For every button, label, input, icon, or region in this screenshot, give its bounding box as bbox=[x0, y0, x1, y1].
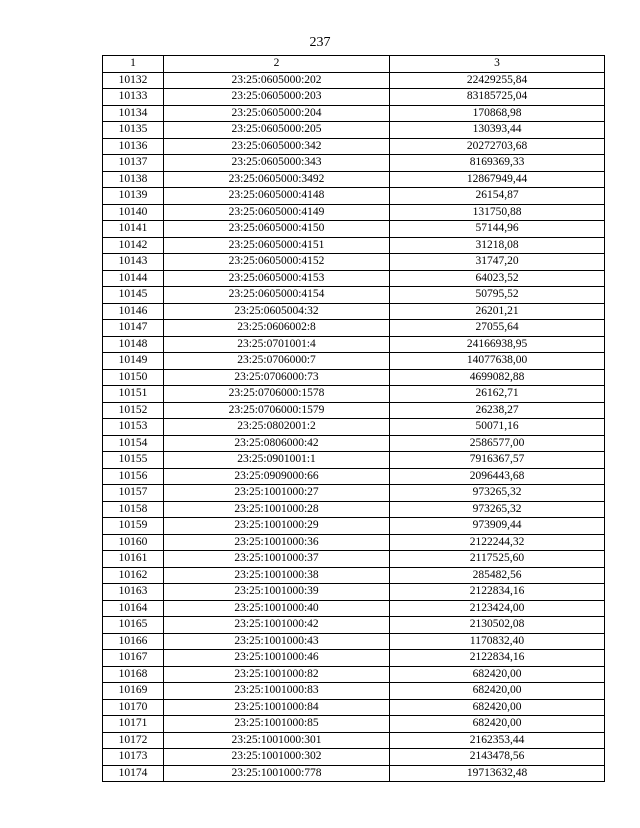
table-row bbox=[103, 237, 605, 254]
cadastral-number-cell: 23:25:1001000:302 bbox=[164, 749, 390, 766]
cadastral-number-cell: 23:25:0701001:4 bbox=[164, 336, 390, 353]
value-cell: 24166938,95 bbox=[390, 336, 605, 353]
table-body bbox=[103, 72, 605, 782]
row-number-cell: 10169 bbox=[103, 683, 164, 700]
cadastral-number-cell: 23:25:0605000:4150 bbox=[164, 221, 390, 238]
table-row bbox=[103, 402, 605, 419]
table-row bbox=[103, 749, 605, 766]
cadastral-number-cell: 23:25:1001000:85 bbox=[164, 716, 390, 733]
cadastral-number-cell: 23:25:1001000:43 bbox=[164, 633, 390, 650]
cadastral-number-cell: 23:25:0605000:4152 bbox=[164, 254, 390, 271]
row-number-cell: 10149 bbox=[103, 353, 164, 370]
row-number-cell: 10161 bbox=[103, 551, 164, 568]
table-row bbox=[103, 617, 605, 634]
table-row bbox=[103, 254, 605, 271]
cadastral-number-cell: 23:25:0605000:4149 bbox=[164, 204, 390, 221]
table-row bbox=[103, 765, 605, 782]
row-number-cell: 10148 bbox=[103, 336, 164, 353]
table-row bbox=[103, 518, 605, 535]
value-cell: 2096443,68 bbox=[390, 468, 605, 485]
value-cell: 22429255,84 bbox=[390, 72, 605, 89]
cadastral-number-cell: 23:25:0605000:204 bbox=[164, 105, 390, 122]
table-row bbox=[103, 584, 605, 601]
cadastral-number-cell: 23:25:1001000:46 bbox=[164, 650, 390, 667]
value-cell: 12867949,44 bbox=[390, 171, 605, 188]
table-row bbox=[103, 320, 605, 337]
value-cell: 2162353,44 bbox=[390, 732, 605, 749]
row-number-cell: 10167 bbox=[103, 650, 164, 667]
row-number-cell: 10156 bbox=[103, 468, 164, 485]
cadastral-number-cell: 23:25:0605000:3492 bbox=[164, 171, 390, 188]
value-cell: 26154,87 bbox=[390, 188, 605, 205]
value-cell: 2117525,60 bbox=[390, 551, 605, 568]
row-number-cell: 10140 bbox=[103, 204, 164, 221]
value-cell: 682420,00 bbox=[390, 683, 605, 700]
value-cell: 131750,88 bbox=[390, 204, 605, 221]
table-row bbox=[103, 188, 605, 205]
cadastral-number-cell: 23:25:0706000:1578 bbox=[164, 386, 390, 403]
cadastral-number-cell: 23:25:1001000:83 bbox=[164, 683, 390, 700]
row-number-cell: 10138 bbox=[103, 171, 164, 188]
value-cell: 26201,21 bbox=[390, 303, 605, 320]
table-row bbox=[103, 683, 605, 700]
row-number-cell: 10150 bbox=[103, 369, 164, 386]
table-row bbox=[103, 89, 605, 106]
cadastral-number-cell: 23:25:0605000:202 bbox=[164, 72, 390, 89]
cadastral-number-cell: 23:25:0706000:73 bbox=[164, 369, 390, 386]
table-header-row bbox=[103, 56, 605, 73]
table-row bbox=[103, 650, 605, 667]
table-row bbox=[103, 699, 605, 716]
table-row bbox=[103, 369, 605, 386]
table-row bbox=[103, 732, 605, 749]
value-cell: 2122834,16 bbox=[390, 584, 605, 601]
table-row bbox=[103, 419, 605, 436]
value-cell: 682420,00 bbox=[390, 699, 605, 716]
row-number-cell: 10132 bbox=[103, 72, 164, 89]
row-number-cell: 10173 bbox=[103, 749, 164, 766]
table-row bbox=[103, 501, 605, 518]
value-cell: 285482,56 bbox=[390, 567, 605, 584]
row-number-cell: 10160 bbox=[103, 534, 164, 551]
table-row bbox=[103, 287, 605, 304]
row-number-cell: 10134 bbox=[103, 105, 164, 122]
row-number-cell: 10157 bbox=[103, 485, 164, 502]
row-number-cell: 10146 bbox=[103, 303, 164, 320]
value-cell: 682420,00 bbox=[390, 666, 605, 683]
cadastral-number-cell: 23:25:1001000:301 bbox=[164, 732, 390, 749]
value-cell: 8169369,33 bbox=[390, 155, 605, 172]
cadastral-number-cell: 23:25:1001000:28 bbox=[164, 501, 390, 518]
table-row bbox=[103, 633, 605, 650]
row-number-cell: 10170 bbox=[103, 699, 164, 716]
cadastral-number-cell: 23:25:0605000:4148 bbox=[164, 188, 390, 205]
value-cell: 2586577,00 bbox=[390, 435, 605, 452]
value-cell: 2130502,08 bbox=[390, 617, 605, 634]
row-number-cell: 10141 bbox=[103, 221, 164, 238]
row-number-cell: 10143 bbox=[103, 254, 164, 271]
table-row bbox=[103, 435, 605, 452]
row-number-cell: 10164 bbox=[103, 600, 164, 617]
value-cell: 1170832,40 bbox=[390, 633, 605, 650]
table-row bbox=[103, 452, 605, 469]
table-row bbox=[103, 485, 605, 502]
column-header-3: 3 bbox=[390, 56, 605, 73]
table-row bbox=[103, 353, 605, 370]
value-cell: 2123424,00 bbox=[390, 600, 605, 617]
value-cell: 170868,98 bbox=[390, 105, 605, 122]
row-number-cell: 10155 bbox=[103, 452, 164, 469]
cadastral-number-cell: 23:25:1001000:84 bbox=[164, 699, 390, 716]
cadastral-number-cell: 23:25:0605000:205 bbox=[164, 122, 390, 139]
row-number-cell: 10147 bbox=[103, 320, 164, 337]
row-number-cell: 10172 bbox=[103, 732, 164, 749]
value-cell: 20272703,68 bbox=[390, 138, 605, 155]
value-cell: 130393,44 bbox=[390, 122, 605, 139]
row-number-cell: 10168 bbox=[103, 666, 164, 683]
table-row bbox=[103, 303, 605, 320]
value-cell: 14077638,00 bbox=[390, 353, 605, 370]
value-cell: 973265,32 bbox=[390, 501, 605, 518]
row-number-cell: 10139 bbox=[103, 188, 164, 205]
value-cell: 31218,08 bbox=[390, 237, 605, 254]
cadastral-number-cell: 23:25:0605000:203 bbox=[164, 89, 390, 106]
row-number-cell: 10163 bbox=[103, 584, 164, 601]
cadastral-number-cell: 23:25:1001000:29 bbox=[164, 518, 390, 535]
cadastral-number-cell: 23:25:0606002:8 bbox=[164, 320, 390, 337]
cadastral-number-cell: 23:25:0806000:42 bbox=[164, 435, 390, 452]
table-header bbox=[103, 56, 605, 73]
cadastral-number-cell: 23:25:1001000:778 bbox=[164, 765, 390, 782]
table-row bbox=[103, 122, 605, 139]
row-number-cell: 10158 bbox=[103, 501, 164, 518]
table-row bbox=[103, 221, 605, 238]
table-row bbox=[103, 204, 605, 221]
table-row bbox=[103, 666, 605, 683]
table-row bbox=[103, 386, 605, 403]
cadastral-number-cell: 23:25:0605000:4151 bbox=[164, 237, 390, 254]
row-number-cell: 10142 bbox=[103, 237, 164, 254]
column-header-1: 1 bbox=[103, 56, 164, 73]
cadastral-number-cell: 23:25:1001000:40 bbox=[164, 600, 390, 617]
value-cell: 27055,64 bbox=[390, 320, 605, 337]
value-cell: 50071,16 bbox=[390, 419, 605, 436]
value-cell: 7916367,57 bbox=[390, 452, 605, 469]
table-row bbox=[103, 468, 605, 485]
cadastral-number-cell: 23:25:1001000:82 bbox=[164, 666, 390, 683]
table-row bbox=[103, 138, 605, 155]
cadastral-number-cell: 23:25:0605000:4154 bbox=[164, 287, 390, 304]
table-row bbox=[103, 171, 605, 188]
page-number: 237 bbox=[309, 35, 331, 50]
value-cell: 26162,71 bbox=[390, 386, 605, 403]
cadastral-number-cell: 23:25:1001000:39 bbox=[164, 584, 390, 601]
table-row bbox=[103, 336, 605, 353]
cadastral-number-cell: 23:25:0605000:4153 bbox=[164, 270, 390, 287]
data-table bbox=[102, 55, 605, 782]
row-number-cell: 10171 bbox=[103, 716, 164, 733]
value-cell: 64023,52 bbox=[390, 270, 605, 287]
row-number-cell: 10165 bbox=[103, 617, 164, 634]
row-number-cell: 10137 bbox=[103, 155, 164, 172]
value-cell: 2122834,16 bbox=[390, 650, 605, 667]
cadastral-number-cell: 23:25:0706000:7 bbox=[164, 353, 390, 370]
table-row bbox=[103, 534, 605, 551]
row-number-cell: 10145 bbox=[103, 287, 164, 304]
row-number-cell: 10154 bbox=[103, 435, 164, 452]
table-row bbox=[103, 155, 605, 172]
table-row bbox=[103, 716, 605, 733]
cadastral-number-cell: 23:25:0605004:32 bbox=[164, 303, 390, 320]
row-number-cell: 10152 bbox=[103, 402, 164, 419]
table-row bbox=[103, 567, 605, 584]
cadastral-number-cell: 23:25:0706000:1579 bbox=[164, 402, 390, 419]
table-row bbox=[103, 72, 605, 89]
value-cell: 2143478,56 bbox=[390, 749, 605, 766]
table-row bbox=[103, 600, 605, 617]
row-number-cell: 10135 bbox=[103, 122, 164, 139]
value-cell: 26238,27 bbox=[390, 402, 605, 419]
cadastral-number-cell: 23:25:0605000:343 bbox=[164, 155, 390, 172]
cadastral-number-cell: 23:25:0802001:2 bbox=[164, 419, 390, 436]
row-number-cell: 10162 bbox=[103, 567, 164, 584]
cadastral-number-cell: 23:25:0901001:1 bbox=[164, 452, 390, 469]
cadastral-number-cell: 23:25:1001000:27 bbox=[164, 485, 390, 502]
value-cell: 682420,00 bbox=[390, 716, 605, 733]
cadastral-number-cell: 23:25:0605000:342 bbox=[164, 138, 390, 155]
row-number-cell: 10136 bbox=[103, 138, 164, 155]
cadastral-number-cell: 23:25:1001000:36 bbox=[164, 534, 390, 551]
value-cell: 973909,44 bbox=[390, 518, 605, 535]
row-number-cell: 10151 bbox=[103, 386, 164, 403]
cadastral-number-cell: 23:25:1001000:42 bbox=[164, 617, 390, 634]
value-cell: 19713632,48 bbox=[390, 765, 605, 782]
value-cell: 31747,20 bbox=[390, 254, 605, 271]
row-number-cell: 10133 bbox=[103, 89, 164, 106]
column-header-2: 2 bbox=[164, 56, 390, 73]
table-row bbox=[103, 551, 605, 568]
row-number-cell: 10153 bbox=[103, 419, 164, 436]
cadastral-number-cell: 23:25:1001000:38 bbox=[164, 567, 390, 584]
cadastral-number-cell: 23:25:0909000:66 bbox=[164, 468, 390, 485]
row-number-cell: 10159 bbox=[103, 518, 164, 535]
table-row bbox=[103, 270, 605, 287]
value-cell: 2122244,32 bbox=[390, 534, 605, 551]
row-number-cell: 10174 bbox=[103, 765, 164, 782]
table-row bbox=[103, 105, 605, 122]
value-cell: 973265,32 bbox=[390, 485, 605, 502]
row-number-cell: 10144 bbox=[103, 270, 164, 287]
value-cell: 50795,52 bbox=[390, 287, 605, 304]
value-cell: 4699082,88 bbox=[390, 369, 605, 386]
cadastral-number-cell: 23:25:1001000:37 bbox=[164, 551, 390, 568]
value-cell: 83185725,04 bbox=[390, 89, 605, 106]
row-number-cell: 10166 bbox=[103, 633, 164, 650]
value-cell: 57144,96 bbox=[390, 221, 605, 238]
